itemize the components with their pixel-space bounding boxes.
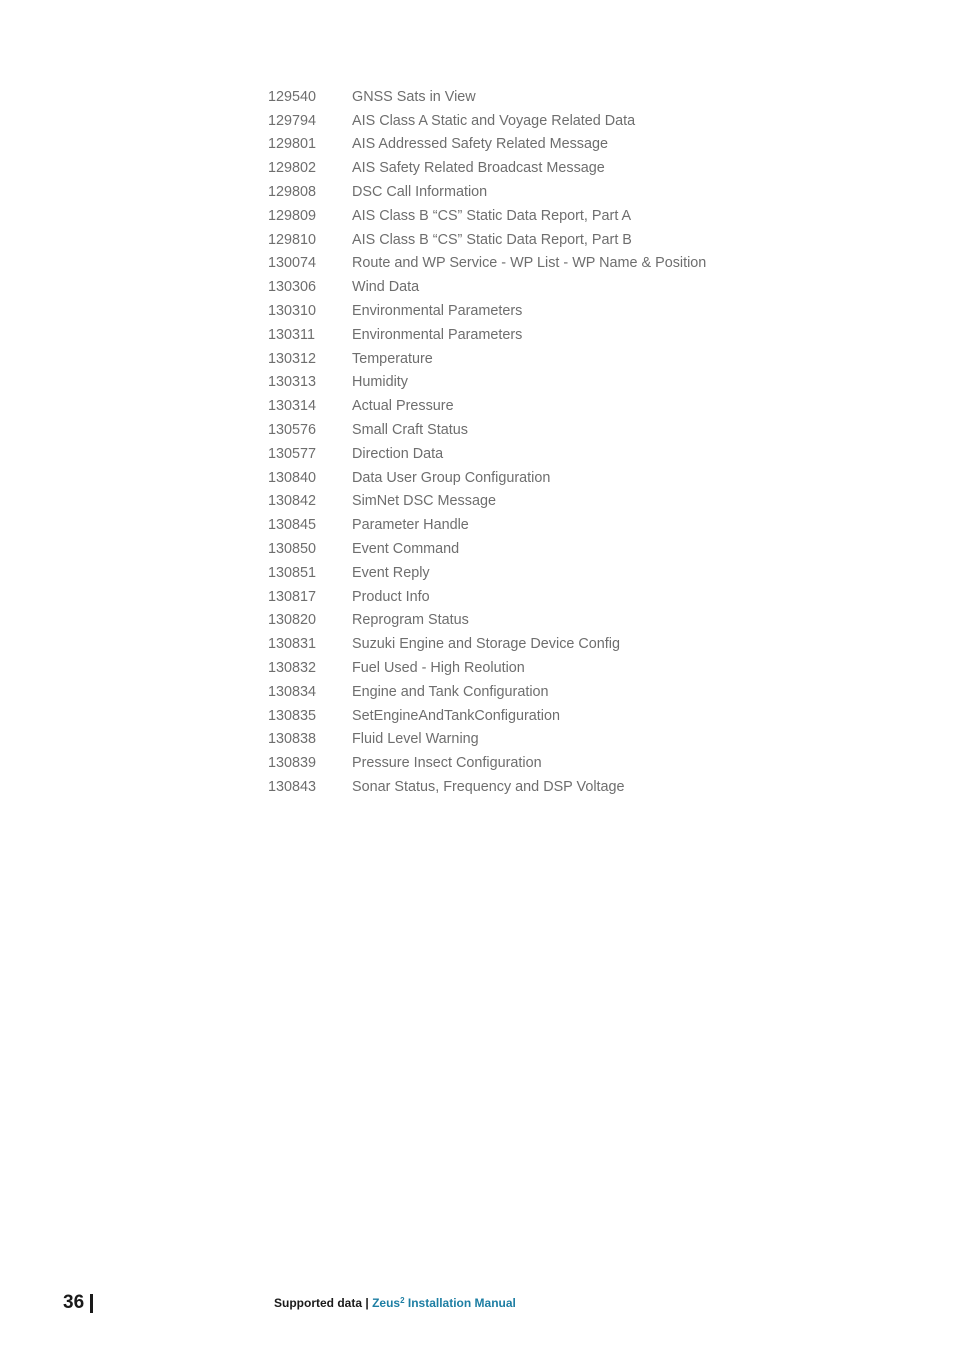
list-item — [268, 442, 828, 466]
pgn-number: 130074 — [268, 255, 317, 272]
pgn-number: 130820 — [268, 612, 317, 629]
pgn-description: Fluid Level Warning — [352, 731, 479, 748]
page-number — [63, 1292, 93, 1314]
pgn-description: Environmental Parameters — [352, 326, 523, 343]
pgn-description: Environmental Parameters — [352, 303, 523, 320]
list-item — [268, 585, 828, 609]
pgn-description: Sonar Status, Frequency and DSP Voltage — [352, 779, 625, 795]
pgn-number: 130306 — [268, 279, 317, 296]
pgn-description: GNSS Sats in View — [352, 88, 476, 105]
pgn-number: 130831 — [268, 636, 317, 653]
list-item — [268, 85, 828, 109]
pgn-number: 129802 — [268, 160, 317, 177]
pgn-description: AIS Class B “CS” Static Data Report, Part B — [352, 231, 632, 248]
list-item — [268, 609, 828, 633]
pgn-number: 130577 — [268, 445, 317, 462]
pgn-description: Data User Group Configuration — [352, 469, 551, 486]
page-footer — [274, 1296, 516, 1310]
list-item — [268, 156, 828, 180]
list-item — [268, 561, 828, 585]
list-item — [268, 228, 828, 252]
pgn-number: 130310 — [268, 303, 317, 320]
list-item — [268, 775, 828, 799]
pgn-list — [268, 85, 828, 799]
pgn-number: 130834 — [268, 683, 317, 700]
pgn-description: Event Reply — [352, 564, 430, 581]
footer-section-title: Supported data — [274, 1296, 363, 1310]
pgn-number: 129794 — [268, 112, 317, 129]
list-item — [268, 371, 828, 395]
list-item — [268, 680, 828, 704]
pgn-number: 130314 — [268, 398, 317, 415]
footer-manual-superscript: 2 — [400, 1296, 405, 1305]
list-item — [268, 252, 828, 276]
pgn-number: 129540 — [268, 88, 317, 105]
pgn-number: 130311 — [268, 326, 315, 343]
footer-manual-suffix: Installation Manual — [404, 1296, 516, 1310]
pgn-number: 130843 — [268, 779, 317, 795]
footer-manual-title — [372, 1296, 516, 1310]
page-number-value: 36 — [63, 1292, 85, 1313]
pgn-number: 130845 — [268, 517, 317, 534]
list-item — [268, 704, 828, 728]
pgn-number: 130839 — [268, 755, 317, 772]
list-item — [268, 537, 828, 561]
pgn-description: Event Command — [352, 541, 460, 558]
pgn-number: 130832 — [268, 660, 317, 677]
pgn-description: Wind Data — [352, 279, 420, 296]
list-item — [268, 299, 828, 323]
footer-divider: | — [365, 1296, 369, 1310]
pgn-description: DSC Call Information — [352, 184, 488, 201]
pgn-number: 130842 — [268, 493, 317, 510]
pgn-description: AIS Class A Static and Voyage Related Data — [352, 112, 636, 129]
pgn-description: AIS Class B “CS” Static Data Report, Part A — [352, 207, 632, 224]
list-item — [268, 347, 828, 371]
list-item — [268, 728, 828, 752]
footer-manual-name: Zeus — [372, 1296, 401, 1310]
list-item — [268, 323, 828, 347]
pgn-description: Direction Data — [352, 445, 444, 462]
list-item — [268, 394, 828, 418]
pgn-number: 130851 — [268, 564, 317, 581]
list-item — [268, 490, 828, 514]
list-item — [268, 632, 828, 656]
page-number-separator — [90, 1294, 93, 1313]
pgn-description: Fuel Used - High Reolution — [352, 660, 525, 677]
pgn-description: Engine and Tank Configuration — [352, 683, 549, 700]
pgn-description: Temperature — [352, 350, 433, 367]
pgn-description: Reprogram Status — [352, 612, 469, 629]
pgn-description: Route and WP Service - WP List - WP Name & Position — [352, 255, 707, 272]
list-item — [268, 109, 828, 133]
pgn-number: 130840 — [268, 469, 317, 486]
list-item — [268, 180, 828, 204]
list-item — [268, 656, 828, 680]
list-item — [268, 204, 828, 228]
pgn-description: Small Craft Status — [352, 422, 468, 439]
pgn-number: 130312 — [268, 350, 317, 367]
pgn-description: Pressure Insect Configuration — [352, 755, 542, 772]
pgn-description: AIS Addressed Safety Related Message — [352, 136, 608, 153]
list-item — [268, 466, 828, 490]
pgn-number: 129801 — [268, 136, 317, 153]
pgn-description: Actual Pressure — [352, 398, 454, 415]
pgn-description: AIS Safety Related Broadcast Message — [352, 160, 605, 177]
pgn-number: 130838 — [268, 731, 317, 748]
pgn-number: 129810 — [268, 231, 317, 248]
pgn-number: 129808 — [268, 184, 317, 201]
list-item — [268, 275, 828, 299]
pgn-description: Suzuki Engine and Storage Device Config — [352, 636, 620, 653]
list-item — [268, 751, 828, 775]
list-item — [268, 513, 828, 537]
pgn-number: 130835 — [268, 707, 317, 724]
pgn-number: 130850 — [268, 541, 317, 558]
pgn-number: 130313 — [268, 374, 317, 391]
pgn-number: 130576 — [268, 422, 317, 439]
pgn-number: 130817 — [268, 588, 317, 605]
pgn-description: Humidity — [352, 374, 408, 391]
pgn-description: SetEngineAndTankConfiguration — [352, 707, 561, 724]
pgn-description: SimNet DSC Message — [352, 493, 496, 510]
pgn-number: 129809 — [268, 207, 317, 224]
list-item — [268, 418, 828, 442]
list-item — [268, 133, 828, 157]
pgn-description: Product Info — [352, 588, 430, 605]
pgn-description: Parameter Handle — [352, 517, 469, 534]
